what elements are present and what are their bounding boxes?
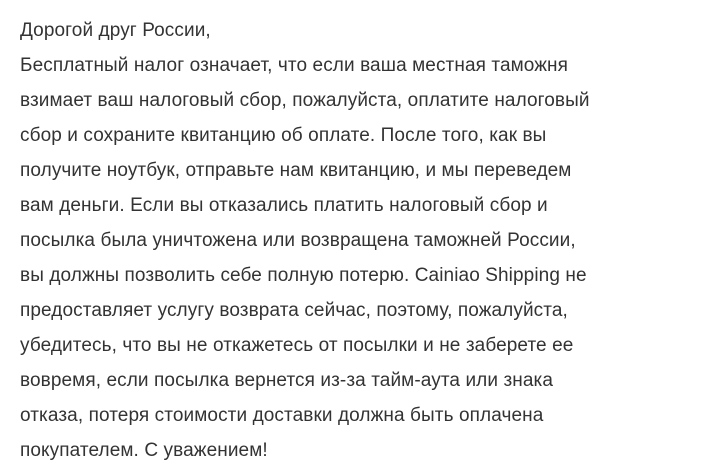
letter-line: вовремя, если посылка вернется из-за тайм-аута или знака [20,370,554,391]
letter-line: вы должны позволить себе полную потерю. Cainiao Shipping не [20,265,587,286]
letter-line: вам деньги. Если вы отказались платить налоговый сбор и [20,195,548,216]
letter-salutation: Дорогой друг России, [20,20,211,41]
letter-line: отказа, потеря стоимости доставки должна быть оплачена [20,405,544,426]
letter-line: взимает ваш налоговый сбор, пожалуйста, оплатите налоговый [20,90,590,111]
letter-line: предоставляет услугу возврата сейчас, поэтому, пожалуйста, [20,300,568,321]
letter-line: убедитесь, что вы не откажетесь от посылки и не заберете ее [20,335,574,356]
letter-closing: покупателем. С уважением! [20,440,268,461]
letter-line: сбор и сохраните квитанцию об оплате. После того, как вы [20,125,547,146]
letter-line: Бесплатный налог означает, что если ваша местная таможня [20,55,569,76]
letter-line: получите ноутбук, отправьте нам квитанцию, и мы переведем [20,160,572,181]
letter-line: посылка была уничтожена или возвращена таможней России, [20,230,576,251]
